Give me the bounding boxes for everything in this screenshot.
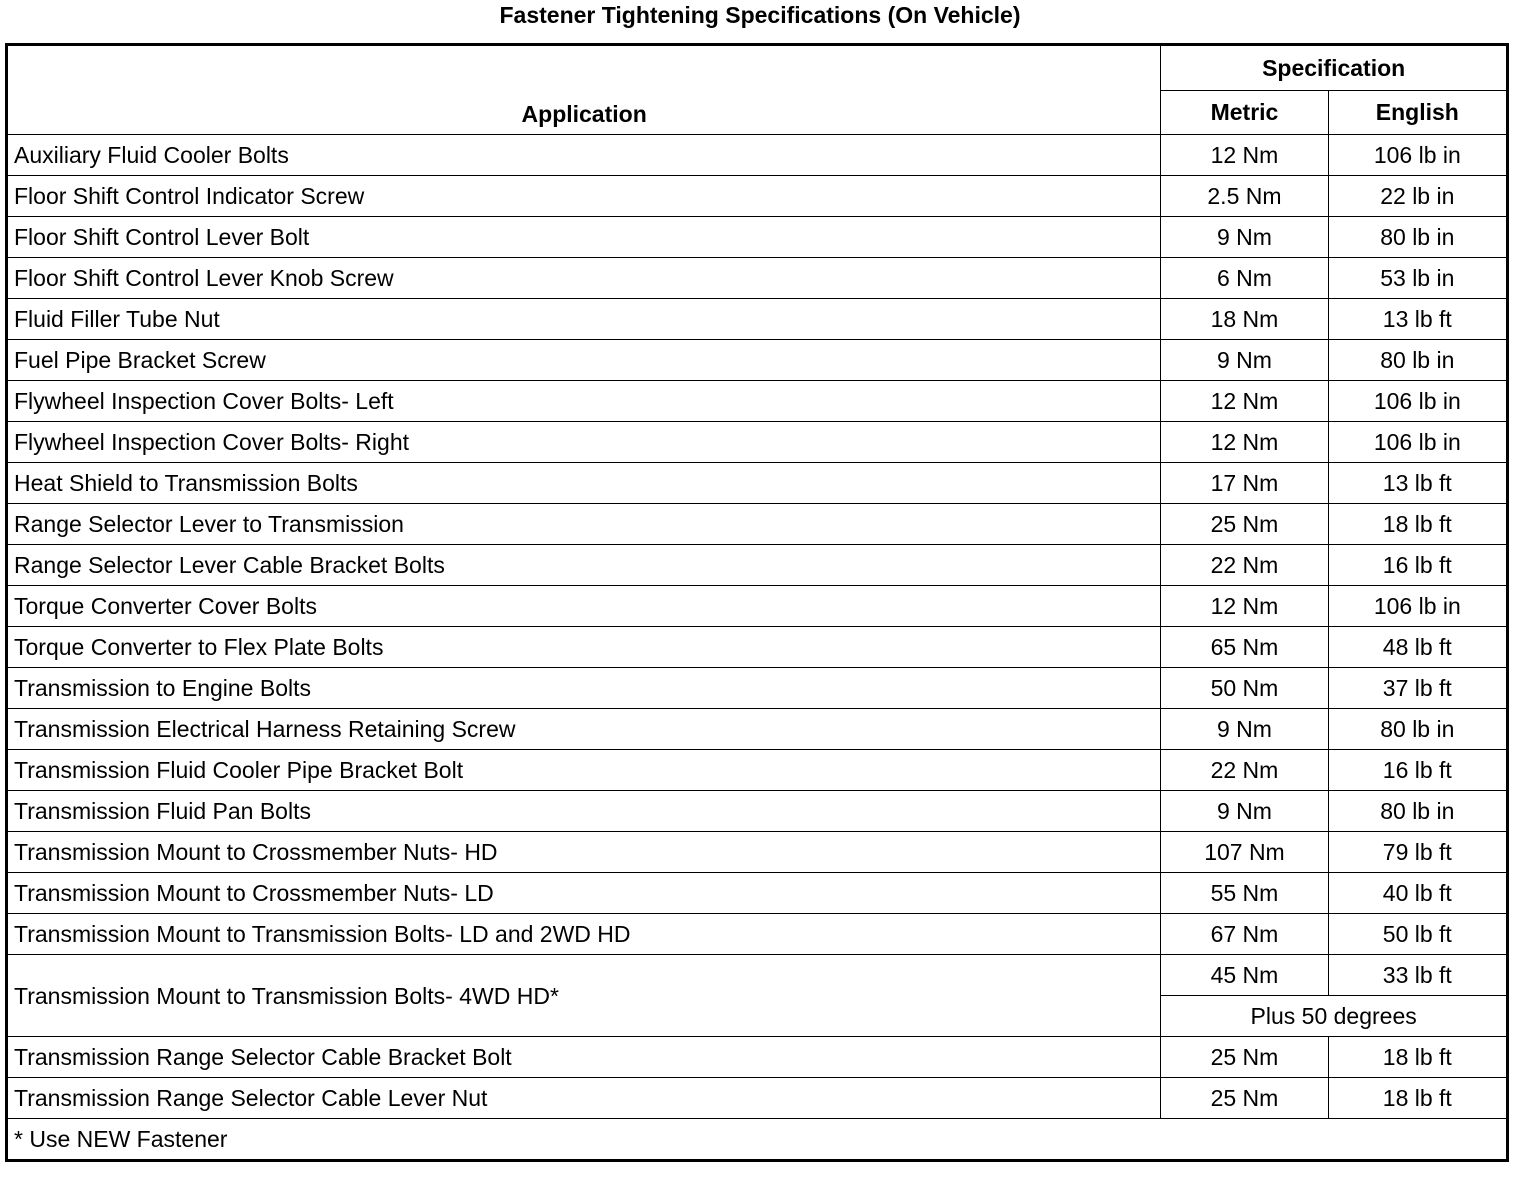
english-cell: 37 lb ft [1328, 668, 1507, 709]
english-cell: 80 lb in [1328, 340, 1507, 381]
english-cell: 80 lb in [1328, 709, 1507, 750]
special-extra-cell: Plus 50 degrees [1161, 996, 1508, 1037]
application-cell: Heat Shield to Transmission Bolts [7, 463, 1161, 504]
application-cell: Range Selector Lever to Transmission [7, 504, 1161, 545]
metric-cell: 25 Nm [1161, 504, 1328, 545]
metric-cell: 12 Nm [1161, 135, 1328, 176]
metric-cell: 25 Nm [1161, 1037, 1328, 1078]
metric-cell: 22 Nm [1161, 750, 1328, 791]
table-row [7, 217, 1508, 258]
english-cell: 22 lb in [1328, 176, 1507, 217]
special-metric-cell: 45 Nm [1161, 955, 1328, 996]
application-cell: Torque Converter to Flex Plate Bolts [7, 627, 1161, 668]
fastener-spec-table [5, 43, 1509, 1162]
metric-cell: 9 Nm [1161, 217, 1328, 258]
application-cell: Flywheel Inspection Cover Bolts- Left [7, 381, 1161, 422]
english-cell: 53 lb in [1328, 258, 1507, 299]
metric-cell: 2.5 Nm [1161, 176, 1328, 217]
special-application-cell: Transmission Mount to Transmission Bolts- 4WD HD* [7, 955, 1161, 1037]
english-cell: 106 lb in [1328, 381, 1507, 422]
application-cell: Torque Converter Cover Bolts [7, 586, 1161, 627]
specification-header: Specification [1161, 45, 1508, 91]
application-cell: Transmission Fluid Cooler Pipe Bracket Bolt [7, 750, 1161, 791]
spec-table-body [7, 135, 1508, 1161]
application-cell: Flywheel Inspection Cover Bolts- Right [7, 422, 1161, 463]
table-row [7, 299, 1508, 340]
application-cell: Transmission Fluid Pan Bolts [7, 791, 1161, 832]
application-cell: Transmission to Engine Bolts [7, 668, 1161, 709]
application-cell: Transmission Mount to Crossmember Nuts- HD [7, 832, 1161, 873]
english-cell: 18 lb ft [1328, 1078, 1507, 1119]
english-cell: 18 lb ft [1328, 1037, 1507, 1078]
english-cell: 80 lb in [1328, 791, 1507, 832]
table-row [7, 340, 1508, 381]
application-cell: Auxiliary Fluid Cooler Bolts [7, 135, 1161, 176]
metric-cell: 12 Nm [1161, 381, 1328, 422]
table-row [7, 832, 1508, 873]
table-row [7, 422, 1508, 463]
table-row [7, 750, 1508, 791]
metric-cell: 22 Nm [1161, 545, 1328, 586]
metric-cell: 18 Nm [1161, 299, 1328, 340]
metric-cell: 55 Nm [1161, 873, 1328, 914]
english-cell: 50 lb ft [1328, 914, 1507, 955]
metric-cell: 107 Nm [1161, 832, 1328, 873]
metric-cell: 50 Nm [1161, 668, 1328, 709]
application-cell: Floor Shift Control Lever Bolt [7, 217, 1161, 258]
table-row [7, 545, 1508, 586]
application-cell: Fuel Pipe Bracket Screw [7, 340, 1161, 381]
application-cell: Transmission Range Selector Cable Bracket Bolt [7, 1037, 1161, 1078]
table-row [7, 627, 1508, 668]
application-cell: Floor Shift Control Indicator Screw [7, 176, 1161, 217]
header-row-top [7, 45, 1508, 91]
metric-cell: 6 Nm [1161, 258, 1328, 299]
metric-cell: 65 Nm [1161, 627, 1328, 668]
application-cell: Transmission Mount to Transmission Bolts- LD and 2WD HD [7, 914, 1161, 955]
english-cell: 106 lb in [1328, 586, 1507, 627]
english-cell: 79 lb ft [1328, 832, 1507, 873]
application-cell: Transmission Mount to Crossmember Nuts- LD [7, 873, 1161, 914]
table-row [7, 914, 1508, 955]
table-row [7, 381, 1508, 422]
table-row [7, 135, 1508, 176]
metric-cell: 9 Nm [1161, 709, 1328, 750]
application-cell: Transmission Electrical Harness Retaining Screw [7, 709, 1161, 750]
metric-cell: 12 Nm [1161, 422, 1328, 463]
english-cell: 48 lb ft [1328, 627, 1507, 668]
english-cell: 13 lb ft [1328, 463, 1507, 504]
table-row [7, 586, 1508, 627]
page-title: Fastener Tightening Specifications (On Vehicle) [499, 2, 1021, 28]
table-row [7, 463, 1508, 504]
table-row [7, 668, 1508, 709]
metric-header: Metric [1161, 90, 1328, 134]
special-english-cell: 33 lb ft [1328, 955, 1507, 996]
english-header: English [1328, 90, 1507, 134]
special-row [7, 955, 1508, 996]
metric-cell: 17 Nm [1161, 463, 1328, 504]
application-cell: Transmission Range Selector Cable Lever Nut [7, 1078, 1161, 1119]
metric-cell: 9 Nm [1161, 791, 1328, 832]
english-cell: 106 lb in [1328, 422, 1507, 463]
table-row [7, 709, 1508, 750]
english-cell: 18 lb ft [1328, 504, 1507, 545]
english-cell: 13 lb ft [1328, 299, 1507, 340]
english-cell: 40 lb ft [1328, 873, 1507, 914]
table-row [7, 504, 1508, 545]
application-header: Application [7, 45, 1161, 135]
metric-cell: 67 Nm [1161, 914, 1328, 955]
metric-cell: 12 Nm [1161, 586, 1328, 627]
footnote-row [7, 1119, 1508, 1161]
footnote: * Use NEW Fastener [7, 1119, 1508, 1161]
table-row [7, 1037, 1508, 1078]
table-row [7, 176, 1508, 217]
application-cell: Range Selector Lever Cable Bracket Bolts [7, 545, 1161, 586]
table-row [7, 873, 1508, 914]
application-cell: Fluid Filler Tube Nut [7, 299, 1161, 340]
metric-cell: 9 Nm [1161, 340, 1328, 381]
table-row [7, 258, 1508, 299]
table-row [7, 791, 1508, 832]
english-cell: 16 lb ft [1328, 545, 1507, 586]
application-cell: Floor Shift Control Lever Knob Screw [7, 258, 1161, 299]
english-cell: 16 lb ft [1328, 750, 1507, 791]
english-cell: 80 lb in [1328, 217, 1507, 258]
metric-cell: 25 Nm [1161, 1078, 1328, 1119]
english-cell: 106 lb in [1328, 135, 1507, 176]
table-row [7, 1078, 1508, 1119]
